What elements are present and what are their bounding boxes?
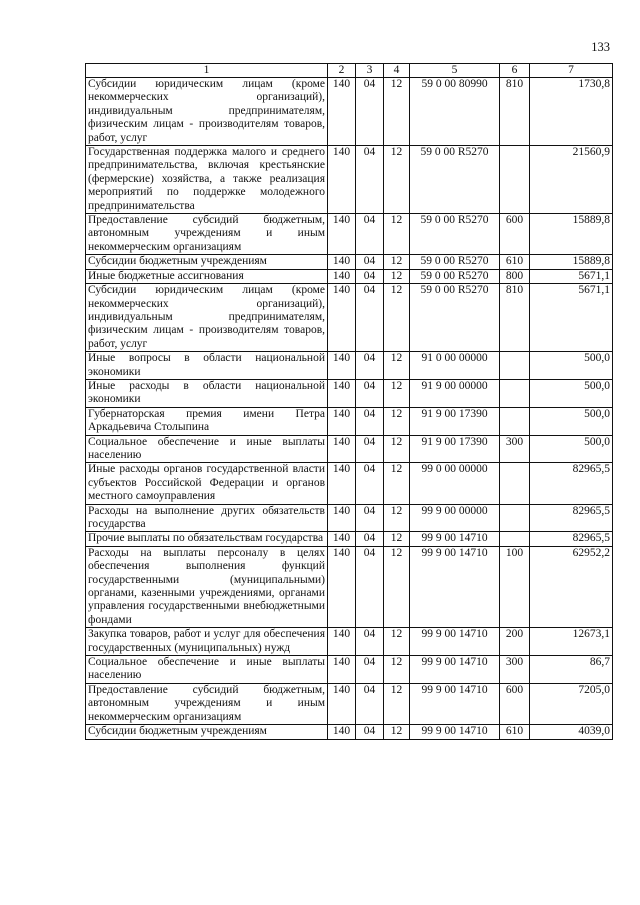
row-department-cell: 140 xyxy=(328,628,356,656)
row-name-cell: Расходы на выполнение других обязательств государства xyxy=(86,504,328,532)
row-target-article-cell: 99 0 00 00000 xyxy=(410,463,500,504)
row-target-article-cell: 59 0 00 R5270 xyxy=(410,269,500,283)
table-row xyxy=(86,504,613,532)
row-name-cell: Субсидии юридическим лицам (кроме некоммерческих организаций), индивидуальным предпринимателям, физическим лицам - производителям товаров, работ, услуг xyxy=(86,284,328,352)
row-department-cell: 140 xyxy=(328,546,356,627)
row-expense-type-cell: 300 xyxy=(500,435,530,463)
row-expense-type-cell xyxy=(500,407,530,435)
row-target-article-cell: 59 0 00 80990 xyxy=(410,78,500,146)
row-subsection-cell: 12 xyxy=(384,269,410,283)
row-name-cell: Социальное обеспечение и иные выплаты населению xyxy=(86,656,328,684)
row-amount-cell: 82965,5 xyxy=(530,463,613,504)
row-amount-cell: 500,0 xyxy=(530,435,613,463)
table-header-row xyxy=(86,64,613,78)
row-target-article-cell: 99 9 00 00000 xyxy=(410,504,500,532)
row-department-cell: 140 xyxy=(328,463,356,504)
row-target-article-cell: 99 9 00 14710 xyxy=(410,532,500,546)
row-subsection-cell: 12 xyxy=(384,463,410,504)
row-expense-type-cell: 610 xyxy=(500,255,530,269)
row-amount-cell: 15889,8 xyxy=(530,255,613,269)
row-amount-cell: 7205,0 xyxy=(530,683,613,724)
row-target-article-cell: 59 0 00 R5270 xyxy=(410,255,500,269)
row-target-article-cell: 59 0 00 R5270 xyxy=(410,146,500,214)
row-target-article-cell: 91 0 00 00000 xyxy=(410,352,500,380)
row-amount-cell: 12673,1 xyxy=(530,628,613,656)
table-row xyxy=(86,463,613,504)
row-department-cell: 140 xyxy=(328,407,356,435)
column-header: 2 xyxy=(328,64,356,78)
row-subsection-cell: 12 xyxy=(384,379,410,407)
row-expense-type-cell xyxy=(500,379,530,407)
table-row xyxy=(86,146,613,214)
row-target-article-cell: 59 0 00 R5270 xyxy=(410,284,500,352)
row-amount-cell: 500,0 xyxy=(530,379,613,407)
row-department-cell: 140 xyxy=(328,435,356,463)
row-subsection-cell: 12 xyxy=(384,214,410,255)
row-amount-cell: 86,7 xyxy=(530,656,613,684)
row-target-article-cell: 99 9 00 14710 xyxy=(410,656,500,684)
row-name-cell: Субсидии бюджетным учреждениям xyxy=(86,255,328,269)
table-row xyxy=(86,435,613,463)
row-name-cell: Иные расходы органов государственной власти субъектов Российской Федерации и органов местного самоуправления xyxy=(86,463,328,504)
row-expense-type-cell: 300 xyxy=(500,656,530,684)
table-row xyxy=(86,683,613,724)
table-row xyxy=(86,214,613,255)
column-header: 1 xyxy=(86,64,328,78)
row-name-cell: Предоставление субсидий бюджетным, автономным учреждениям и иным некоммерческим организациям xyxy=(86,214,328,255)
row-target-article-cell: 99 9 00 14710 xyxy=(410,628,500,656)
row-department-cell: 140 xyxy=(328,284,356,352)
row-subsection-cell: 12 xyxy=(384,546,410,627)
row-expense-type-cell: 810 xyxy=(500,78,530,146)
row-name-cell: Прочие выплаты по обязательствам государства xyxy=(86,532,328,546)
row-expense-type-cell: 610 xyxy=(500,725,530,739)
table-row xyxy=(86,269,613,283)
row-subsection-cell: 12 xyxy=(384,504,410,532)
row-section-cell: 04 xyxy=(356,546,384,627)
row-section-cell: 04 xyxy=(356,379,384,407)
row-subsection-cell: 12 xyxy=(384,435,410,463)
column-header: 6 xyxy=(500,64,530,78)
table-row xyxy=(86,532,613,546)
row-section-cell: 04 xyxy=(356,656,384,684)
row-name-cell: Социальное обеспечение и иные выплаты населению xyxy=(86,435,328,463)
row-section-cell: 04 xyxy=(356,214,384,255)
row-department-cell: 140 xyxy=(328,146,356,214)
row-expense-type-cell xyxy=(500,463,530,504)
column-header: 7 xyxy=(530,64,613,78)
row-department-cell: 140 xyxy=(328,379,356,407)
row-section-cell: 04 xyxy=(356,255,384,269)
row-amount-cell: 500,0 xyxy=(530,407,613,435)
table-row xyxy=(86,656,613,684)
table-row xyxy=(86,255,613,269)
row-section-cell: 04 xyxy=(356,683,384,724)
row-name-cell: Иные расходы в области национальной экономики xyxy=(86,379,328,407)
row-section-cell: 04 xyxy=(356,628,384,656)
row-name-cell: Субсидии юридическим лицам (кроме некоммерческих организаций), индивидуальным предпринимателям, физическим лицам - производителям товаров, работ, услуг xyxy=(86,78,328,146)
row-name-cell: Иные бюджетные ассигнования xyxy=(86,269,328,283)
row-expense-type-cell: 810 xyxy=(500,284,530,352)
row-amount-cell: 82965,5 xyxy=(530,504,613,532)
row-target-article-cell: 91 9 00 17390 xyxy=(410,435,500,463)
row-subsection-cell: 12 xyxy=(384,146,410,214)
row-subsection-cell: 12 xyxy=(384,284,410,352)
row-target-article-cell: 91 9 00 17390 xyxy=(410,407,500,435)
row-target-article-cell: 91 9 00 00000 xyxy=(410,379,500,407)
row-section-cell: 04 xyxy=(356,352,384,380)
row-subsection-cell: 12 xyxy=(384,656,410,684)
row-name-cell: Иные вопросы в области национальной экономики xyxy=(86,352,328,380)
table-row xyxy=(86,407,613,435)
row-department-cell: 140 xyxy=(328,269,356,283)
row-department-cell: 140 xyxy=(328,532,356,546)
row-amount-cell: 5671,1 xyxy=(530,284,613,352)
row-expense-type-cell: 800 xyxy=(500,269,530,283)
row-amount-cell: 500,0 xyxy=(530,352,613,380)
row-section-cell: 04 xyxy=(356,504,384,532)
row-target-article-cell: 99 9 00 14710 xyxy=(410,546,500,627)
column-header: 3 xyxy=(356,64,384,78)
column-header: 4 xyxy=(384,64,410,78)
row-section-cell: 04 xyxy=(356,725,384,739)
row-name-cell: Предоставление субсидий бюджетным, автономным учреждениям и иным некоммерческим организациям xyxy=(86,683,328,724)
row-section-cell: 04 xyxy=(356,146,384,214)
row-subsection-cell: 12 xyxy=(384,255,410,269)
row-department-cell: 140 xyxy=(328,656,356,684)
row-subsection-cell: 12 xyxy=(384,78,410,146)
table-row xyxy=(86,546,613,627)
row-section-cell: 04 xyxy=(356,269,384,283)
row-department-cell: 140 xyxy=(328,214,356,255)
row-section-cell: 04 xyxy=(356,532,384,546)
row-amount-cell: 5671,1 xyxy=(530,269,613,283)
row-department-cell: 140 xyxy=(328,255,356,269)
row-subsection-cell: 12 xyxy=(384,628,410,656)
row-expense-type-cell: 200 xyxy=(500,628,530,656)
row-department-cell: 140 xyxy=(328,78,356,146)
row-expense-type-cell: 100 xyxy=(500,546,530,627)
row-expense-type-cell xyxy=(500,532,530,546)
row-section-cell: 04 xyxy=(356,463,384,504)
row-subsection-cell: 12 xyxy=(384,352,410,380)
row-amount-cell: 4039,0 xyxy=(530,725,613,739)
row-name-cell: Государственная поддержка малого и среднего предпринимательства, включая крестьянские (фермерские) хозяйства, а также реализация мероприятий по поддержке молодежного предпринимательства xyxy=(86,146,328,214)
row-subsection-cell: 12 xyxy=(384,683,410,724)
row-amount-cell: 82965,5 xyxy=(530,532,613,546)
row-subsection-cell: 12 xyxy=(384,725,410,739)
row-name-cell: Расходы на выплаты персоналу в целях обеспечения выполнения функций государственными (муниципальными) органами, казенными учреждениями, органами управления государственными внебюджетными фондами xyxy=(86,546,328,627)
row-amount-cell: 1730,8 xyxy=(530,78,613,146)
row-section-cell: 04 xyxy=(356,407,384,435)
row-department-cell: 140 xyxy=(328,352,356,380)
table-row xyxy=(86,352,613,380)
table-body xyxy=(86,78,613,740)
row-expense-type-cell: 600 xyxy=(500,214,530,255)
budget-table xyxy=(85,63,613,740)
row-target-article-cell: 99 9 00 14710 xyxy=(410,683,500,724)
table-row xyxy=(86,725,613,739)
page-number: 133 xyxy=(591,40,610,54)
table-row xyxy=(86,284,613,352)
row-name-cell: Закупка товаров, работ и услуг для обеспечения государственных (муниципальных) нужд xyxy=(86,628,328,656)
row-target-article-cell: 99 9 00 14710 xyxy=(410,725,500,739)
row-section-cell: 04 xyxy=(356,78,384,146)
row-expense-type-cell xyxy=(500,504,530,532)
row-department-cell: 140 xyxy=(328,504,356,532)
column-header: 5 xyxy=(410,64,500,78)
row-department-cell: 140 xyxy=(328,683,356,724)
row-amount-cell: 15889,8 xyxy=(530,214,613,255)
table-row xyxy=(86,628,613,656)
row-amount-cell: 62952,2 xyxy=(530,546,613,627)
row-section-cell: 04 xyxy=(356,284,384,352)
table-row xyxy=(86,78,613,146)
row-name-cell: Субсидии бюджетным учреждениям xyxy=(86,725,328,739)
row-subsection-cell: 12 xyxy=(384,532,410,546)
row-name-cell: Губернаторская премия имени Петра Аркадьевича Столыпина xyxy=(86,407,328,435)
row-expense-type-cell: 600 xyxy=(500,683,530,724)
row-expense-type-cell xyxy=(500,352,530,380)
row-target-article-cell: 59 0 00 R5270 xyxy=(410,214,500,255)
row-expense-type-cell xyxy=(500,146,530,214)
table-row xyxy=(86,379,613,407)
row-subsection-cell: 12 xyxy=(384,407,410,435)
row-amount-cell: 21560,9 xyxy=(530,146,613,214)
row-department-cell: 140 xyxy=(328,725,356,739)
row-section-cell: 04 xyxy=(356,435,384,463)
